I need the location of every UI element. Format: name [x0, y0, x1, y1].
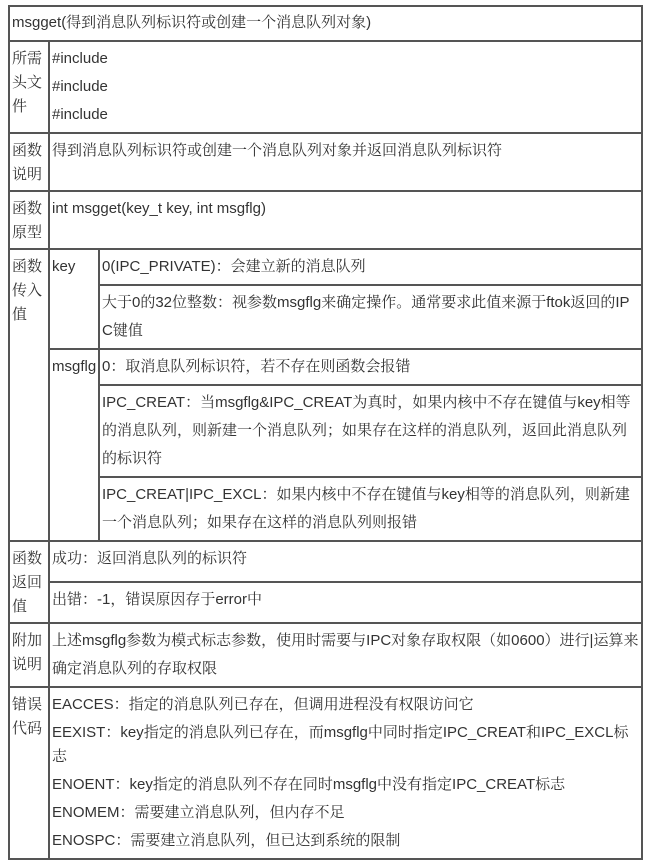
- description-text: 得到消息队列标识符或创建一个消息队列对象并返回消息队列标识符: [52, 142, 503, 159]
- prototype-row: [9, 191, 642, 249]
- errors-list: [49, 687, 642, 859]
- param-key-row-1: [9, 285, 642, 349]
- errors-row: [9, 687, 642, 859]
- returns-success-text: 成功：返回消息队列的标识符: [52, 550, 248, 567]
- prototype-value: [49, 191, 642, 249]
- returns-label: 函数返回值: [9, 541, 49, 623]
- param-msgflg-row-2: [9, 477, 642, 541]
- returns-error: [49, 582, 642, 623]
- error-item: EACCES：指定的消息队列已存在，但调用进程没有权限访问它: [52, 696, 474, 713]
- param-msgflg-value: 0：取消息队列标识符，若不存在则函数会报错: [99, 349, 642, 385]
- prototype-text: int msgget(key_t key, int msgflg): [52, 200, 266, 217]
- error-item: ENOSPC：需要建立消息队列，但已达到系统的限制: [52, 832, 401, 849]
- notes-value: 上述msgflg参数为模式标志参数，使用时需要与IPC对象存取权限（如0600）进行|运算来确定消息队列的存取权限: [49, 623, 642, 687]
- headers-label: 所需头文件: [9, 41, 49, 133]
- returns-error-text: 出错：-1，错误原因存于error中: [52, 591, 263, 608]
- title-row: [9, 6, 642, 41]
- params-label: 函数传入值: [9, 249, 49, 541]
- description-row: [9, 133, 642, 191]
- prototype-label: 函数原型: [9, 191, 49, 249]
- include-line: #include: [52, 50, 108, 67]
- param-key-value: 0(IPC_PRIVATE)：会建立新的消息队列: [99, 249, 642, 285]
- include-line: #include: [52, 78, 108, 95]
- returns-success: [49, 541, 642, 582]
- error-item: EEXIST：key指定的消息队列已存在，而msgflg中同时指定IPC_CREAT和IPC_EXCL标志: [52, 724, 629, 765]
- param-key-value: 大于0的32位整数：视参数msgflg来确定操作。通常要求此值来源于ftok返回的IPC键值: [99, 285, 642, 349]
- notes-label: 附加说明: [9, 623, 49, 687]
- param-msgflg-row-1: [9, 385, 642, 477]
- param-msgflg-name: msgflg: [49, 349, 99, 541]
- description-label: 函数说明: [9, 133, 49, 191]
- notes-row: [9, 623, 642, 687]
- error-item: ENOMEM：需要建立消息队列，但内存不足: [52, 804, 345, 821]
- description-value: [49, 133, 642, 191]
- param-key-row-0: [9, 249, 642, 285]
- errors-label: 错误代码: [9, 687, 49, 859]
- param-msgflg-value: IPC_CREAT|IPC_EXCL：如果内核中不存在键值与key相等的消息队列，则新建一个消息队列；如果存在这样的消息队列则报错: [99, 477, 642, 541]
- param-msgflg-value: IPC_CREAT：当msgflg&IPC_CREAT为真时，如果内核中不存在键值与key相等的消息队列，则新建一个消息队列；如果存在这样的消息队列，返回此消息队列的标识符: [99, 385, 642, 477]
- msgget-reference-table: [8, 5, 643, 860]
- returns-row-success: [9, 541, 642, 582]
- returns-row-error: [9, 582, 642, 623]
- param-key-name: key: [49, 249, 99, 349]
- headers-value: [49, 41, 642, 133]
- include-line: #include: [52, 106, 108, 123]
- table-title: msgget(得到消息队列标识符或创建一个消息队列对象): [9, 6, 642, 41]
- headers-row: [9, 41, 642, 133]
- error-item: ENOENT：key指定的消息队列不存在同时msgflg中没有指定IPC_CREAT标志: [52, 776, 566, 793]
- param-msgflg-row-0: [9, 349, 642, 385]
